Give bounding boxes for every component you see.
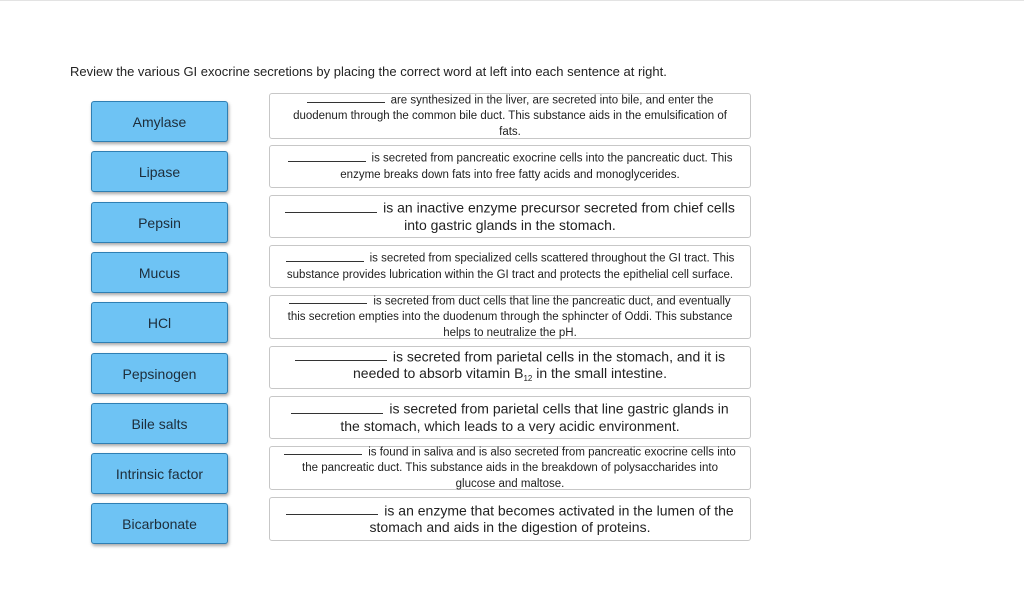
sentence-box-5[interactable]	[269, 295, 751, 339]
word-chip-lipase[interactable]: Lipase	[91, 151, 228, 192]
sentence-text-3: is an inactive enzyme precursor secreted from chief cells into gastric glands in the stomach.	[284, 199, 736, 234]
word-chip-bile-salts[interactable]: Bile salts	[91, 403, 228, 444]
sentence-text-7: is secreted from parietal cells that line gastric glands in the stomach, which leads to a very acidic environment.	[284, 400, 736, 435]
drop-blank-9[interactable]	[286, 502, 378, 516]
drop-blank-7[interactable]	[291, 400, 383, 414]
sentence-box-9[interactable]	[269, 497, 751, 541]
drop-blank-2[interactable]	[288, 150, 366, 161]
word-chip-mucus[interactable]: Mucus	[91, 252, 228, 293]
drop-blank-4[interactable]	[286, 250, 364, 261]
sentence-text-9: is an enzyme that becomes activated in the lumen of the stomach and aids in the digestion of proteins.	[284, 502, 736, 537]
sentence-box-7[interactable]	[269, 396, 751, 439]
word-chip-pepsin[interactable]: Pepsin	[91, 202, 228, 243]
sentence-text-6: is secreted from parietal cells in the stomach, and it is needed to absorb vitamin $B_{12}$ in the small intestine.	[284, 348, 736, 388]
word-chip-bicarbonate[interactable]: Bicarbonate	[91, 503, 228, 544]
sentence-text-8: is found in saliva and is also secreted from pancreatic exocrine cells into the pancreatic duct. This substance aids in the breakdown of polysaccharides into glucose and maltose.	[284, 444, 736, 492]
sentence-text-5: is secreted from duct cells that line the pancreatic duct, and eventually this secretion empties into the duodenum through the sphincter of Oddi. This substance helps to neutralize the pH.	[284, 293, 736, 341]
sentence-box-3[interactable]	[269, 195, 751, 238]
sentence-text-2: is secreted from pancreatic exocrine cells into the pancreatic duct. This enzyme breaks down fats into free fatty acids and monoglycerides.	[284, 150, 736, 182]
top-divider	[0, 0, 1024, 1]
instructions-text: Review the various GI exocrine secretions by placing the correct word at left into each sentence at right.	[70, 64, 667, 79]
word-chip-pepsinogen[interactable]: Pepsinogen	[91, 353, 228, 394]
drop-blank-1[interactable]	[307, 92, 385, 103]
sentence-box-6[interactable]	[269, 346, 751, 389]
word-chip-amylase[interactable]: Amylase	[91, 101, 228, 142]
word-chip-hcl[interactable]: HCl	[91, 302, 228, 343]
sentence-text-4: is secreted from specialized cells scattered throughout the GI tract. This substance provides lubrication within the GI tract and protects the epithelial cell surface.	[284, 250, 736, 282]
drop-blank-3[interactable]	[285, 199, 377, 213]
sentence-box-1[interactable]	[269, 93, 751, 139]
drop-blank-8[interactable]	[284, 444, 362, 455]
sentence-box-8[interactable]	[269, 446, 751, 490]
sentence-box-4[interactable]	[269, 245, 751, 288]
sentence-text-1: are synthesized in the liver, are secreted into bile, and enter the duodenum through the common bile duct. This substance aids in the emulsification of fats.	[284, 92, 736, 140]
drop-blank-5[interactable]	[289, 293, 367, 304]
word-chip-intrinsic-factor[interactable]: Intrinsic factor	[91, 453, 228, 494]
drop-blank-6[interactable]	[295, 348, 387, 362]
sentence-box-2[interactable]	[269, 145, 751, 188]
